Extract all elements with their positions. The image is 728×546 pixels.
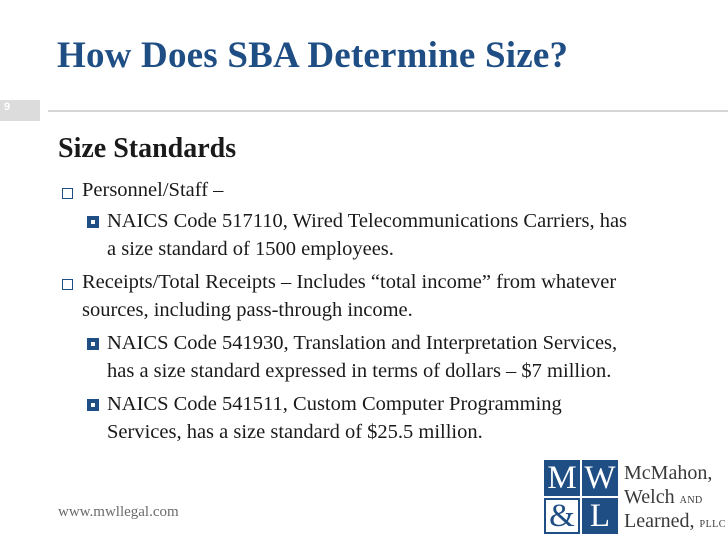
- logo-line-2-and: AND: [679, 495, 703, 506]
- bullet-text: Services, has a size standard of $25.5 million.: [107, 421, 483, 443]
- logo-line-3-name: Learned,: [624, 510, 695, 532]
- bullet-text: Personnel/Staff –: [82, 179, 224, 201]
- slide-number: 9: [4, 101, 11, 113]
- logo-mark-m: M: [544, 460, 580, 496]
- bullet-checkbox-icon: [62, 279, 73, 290]
- sub-bullet-icon: [87, 399, 99, 411]
- firm-logo: [544, 460, 728, 546]
- logo-mark-w: W: [582, 460, 618, 496]
- logo-line-2: [624, 486, 703, 512]
- footer-url: www.mwllegal.com: [58, 504, 179, 520]
- bullet-text: NAICS Code 517110, Wired Telecommunications Carriers, has: [107, 210, 628, 232]
- sub-bullet-icon: [87, 338, 99, 350]
- bullet-checkbox-icon: [62, 188, 73, 199]
- section-heading: Size Standards: [58, 133, 237, 164]
- title-divider: [48, 110, 728, 112]
- logo-mark-l: L: [582, 498, 618, 534]
- bullet-text: NAICS Code 541511, Custom Computer Programming: [107, 393, 562, 415]
- bullet-text: sources, including pass-through income.: [82, 299, 413, 321]
- bullet-text: Receipts/Total Receipts – Includes “total income” from whatever: [82, 271, 617, 293]
- logo-line-3-suffix: PLLC: [699, 519, 726, 530]
- bullet-text: a size standard of 1500 employees.: [107, 238, 394, 260]
- logo-line-1: McMahon,: [624, 462, 713, 484]
- sub-bullet-icon: [87, 216, 99, 228]
- logo-mark-amp: &: [544, 498, 580, 534]
- bullet-text: NAICS Code 541930, Translation and Interpretation Services,: [107, 332, 618, 354]
- bullet-text: has a size standard expressed in terms of dollars – $7 million.: [107, 360, 612, 382]
- logo-line-3: [624, 510, 726, 536]
- logo-line-2-name: Welch: [624, 486, 675, 508]
- slide-title: How Does SBA Determine Size?: [57, 35, 569, 76]
